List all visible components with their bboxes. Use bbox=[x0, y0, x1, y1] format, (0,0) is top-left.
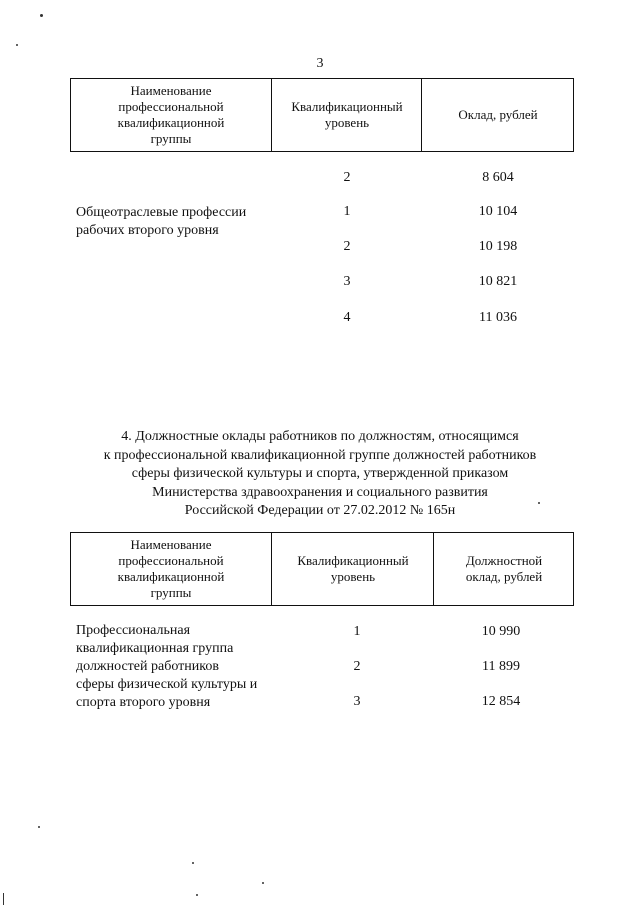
scan-speck bbox=[538, 502, 540, 504]
table1-row-1-level: 2 bbox=[343, 170, 351, 185]
scan-speck bbox=[192, 862, 194, 864]
table2-row-1-level: 1 bbox=[353, 624, 361, 639]
table1-row-2-level: 1 bbox=[343, 204, 351, 219]
table2-row-3-salary: 12 854 bbox=[481, 694, 521, 709]
header-salary: Оклад, рублей bbox=[421, 79, 574, 151]
scan-speck bbox=[38, 826, 40, 828]
table1-row-4-salary: 10 821 bbox=[478, 274, 518, 289]
table1-row-2-salary: 10 104 bbox=[478, 204, 518, 219]
table1-row-3-salary: 10 198 bbox=[478, 239, 518, 254]
header-qualification-level: Квалификационный уровень bbox=[271, 79, 422, 151]
table1-row-5-salary: 11 036 bbox=[479, 310, 517, 325]
table1-group-label: Общеотраслевые профессии рабочих второго уровня bbox=[76, 205, 247, 238]
table2-header bbox=[70, 532, 574, 606]
table1-row-5-level: 4 bbox=[343, 310, 351, 325]
table2-group-label: Профессиональная квалификационная группа должностей работников сферы физической культуры и спорта второго уровня bbox=[76, 623, 258, 710]
table2-row-3-level: 3 bbox=[353, 694, 361, 709]
header-group-name: Наименование профессиональной квалификационной группы bbox=[117, 83, 225, 146]
table1-row-1-salary: 8 604 bbox=[482, 170, 514, 185]
table2-row-2-level: 2 bbox=[353, 659, 361, 674]
section-4-title: 4. Должностные оклады работников по должностям, относящимся к профессиональной квалификационной группе должностей работников сферы физической культуры и спорта, утвержденной приказом Министерства здравоохранения и социального развития Российской Федерации от 27.02.2012 № 165н bbox=[103, 429, 537, 518]
header-qualification-level: Квалификационный уровень bbox=[271, 533, 434, 605]
scan-speck bbox=[40, 14, 43, 17]
scan-edge-mark bbox=[3, 893, 4, 905]
page-number: 3 bbox=[316, 56, 324, 71]
table1-row-4-level: 3 bbox=[343, 274, 351, 289]
scan-speck bbox=[196, 894, 198, 896]
table2-row-2-salary: 11 899 bbox=[482, 659, 520, 674]
table2-row-1-salary: 10 990 bbox=[481, 624, 521, 639]
table1-header bbox=[70, 78, 574, 152]
scan-speck bbox=[16, 44, 18, 46]
scan-speck bbox=[262, 882, 264, 884]
table1-row-3-level: 2 bbox=[343, 239, 351, 254]
header-group-name: Наименование профессиональной квалификационной группы bbox=[117, 537, 225, 600]
header-position-salary: Должностной оклад, рублей bbox=[433, 533, 574, 605]
